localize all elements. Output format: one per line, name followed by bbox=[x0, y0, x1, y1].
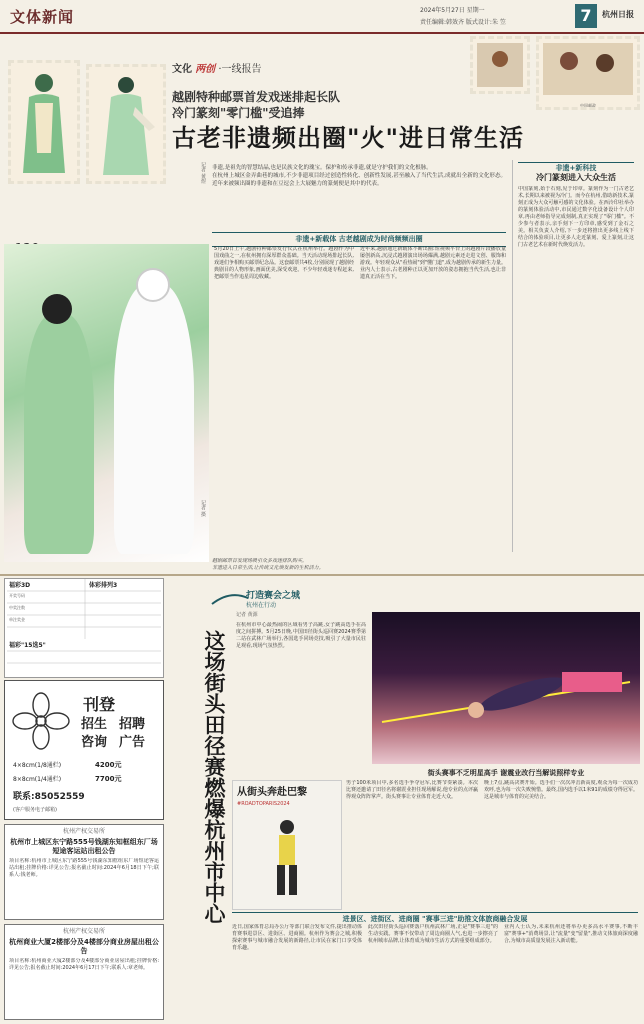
issue-date: 2024年5月27日 星期一 bbox=[420, 7, 485, 14]
stamp-top-right-1 bbox=[470, 36, 530, 94]
sports-col-mid: 男子100米项目中,多名选手争夺冠军,比赛节奏紧凑。本次比赛还邀请了田径名将谢震业担任现场解说,他专业的点评赢得观众阵阵掌声。街头赛事让专业体育走近大众。 bbox=[346, 780, 478, 800]
page-divider bbox=[0, 574, 644, 576]
side-head: 非遗+新科技 bbox=[518, 162, 634, 174]
tag-word: 两创 bbox=[195, 64, 216, 75]
ad-line3b: 广告 bbox=[119, 735, 146, 750]
sports-bottom-col2: 此次田径街头巡回赛落户杭州武林广场,正是"赛事三进"的生动实践。赛事不仅带动了周边商圈人气,也进一步擦亮了杭州城市品牌,让体育成为城市生活方式的重要组成部分。 bbox=[368, 924, 498, 944]
stamp-left bbox=[8, 60, 80, 184]
ad-line2a: 招生 bbox=[81, 717, 108, 732]
ad-phone: 联系:85052559 bbox=[13, 792, 85, 802]
paris-poster bbox=[232, 780, 342, 910]
notice-1-head: 杭州产权交易所 bbox=[62, 828, 105, 835]
page-header bbox=[0, 0, 644, 34]
section-title: 文体新闻 bbox=[10, 8, 75, 26]
sports-lead: 在杭州市中心最热闹的区域看男子高跳,女子跳高选手在高度之间拼搏。5月25日晚,中国田径街头巡回赛2024赛季第二站在武林广场举行,各国选手同场竞技,吸引了大量市民驻足观看,现场气氛热烈。 bbox=[236, 622, 366, 649]
performer-head-right bbox=[136, 268, 170, 302]
lottery-row-3: 单注奖金 bbox=[9, 617, 25, 622]
sports-col-right: 晚上7点,跳高决赛开始。选手们一次次冲击新高度,观众为每一次成功欢呼,也为每一次失败惋惜。最终,国内选手以1米91的成绩夺得冠军。这是城市与体育的完美结合。 bbox=[484, 780, 638, 800]
stamp-label: 中国邮政 bbox=[580, 102, 596, 108]
sports-tag bbox=[210, 590, 360, 610]
sports-headline: 这场街头田径赛燃爆杭州市中心 bbox=[202, 630, 226, 924]
ad-price2: 7700元 bbox=[95, 775, 122, 783]
notice-1 bbox=[4, 824, 164, 920]
performer-left bbox=[24, 314, 94, 554]
runner-figure bbox=[233, 809, 341, 909]
lottery-grid bbox=[5, 579, 163, 677]
editor-credits: 责任编辑:韩效齐 版式设计:朱 笠 bbox=[420, 19, 506, 26]
subtitle-1: 越剧特种邮票首发戏迷排起长队 bbox=[172, 90, 341, 104]
ad-price2-label: 8×8cm(1/4通栏) bbox=[13, 776, 62, 783]
paris-title: 从街头奔赴巴黎 bbox=[237, 787, 307, 798]
ad-box bbox=[4, 680, 164, 820]
sports-tag-title: 打造赛会之城 bbox=[246, 591, 301, 601]
lottery-row-1: 开奖号码 bbox=[9, 593, 25, 598]
article-col-2: 近年来,越剧通过新载体不断出圈:短视频平台上的越剧片段播放量屡创新高,沉浸式越剧演出场场爆满,越剧元素还走进文创、服饰和游戏。年轻观众从"看热闹"到"懂门道",成为越剧传承的新生力量。业内人士表示,古老剧种正以更加开放的姿态拥抱当代生活,也让非遗真正活在当下。 bbox=[360, 246, 506, 280]
sports-bottom-col3: 业内人士认为,未来杭州还将举办更多高水平赛事,不断丰富"赛事+"消费场景,让"流量"变"留量",推动文体旅商深度融合,为城市高质量发展注入新动能。 bbox=[504, 924, 638, 944]
opera-figure-illustration bbox=[11, 63, 77, 181]
stamp-art-icon bbox=[473, 39, 527, 91]
main-headline: 古老非遗频出圈"火"进日常生活 bbox=[172, 124, 525, 152]
stamp-top-right-2 bbox=[536, 36, 640, 110]
opera-photo bbox=[4, 244, 209, 562]
column-tag bbox=[172, 62, 262, 78]
article-col-1: 5月20日上午,越剧特种邮票发行仪式在杭州举行。越剧作为中国戏曲之一,在杭州拥有深厚群众基础。当天活动现场排起长队,戏迷们争相购买邮票纪念品。这套邮票共4枚,分别展现了越剧经典剧目的人物形象,画面优美,深受欢迎。不少年轻戏迷专程赶来,把邮票当作追星周边收藏。 bbox=[214, 246, 354, 280]
side-body: 中国篆刻,始于石刻,见于印章。篆刻作为一门古老艺术,长期以来被视为冷门。而今在杭州,借助新技术,篆刻正成为大众可触可感的文化体验。在西泠印社举办的篆刻体验活动中,市民通过数字化设备设计个人印章,再由老师指导完成刻制,真正实现了"零门槛"。不少参与者表示,亲手刻下一方印章,感受到了金石之美。相关负责人介绍,下一步还将推出更多线上线下结合的体验项目,让更多人走近篆刻、爱上篆刻,让这门古老艺术在新时代焕发活力。 bbox=[518, 186, 634, 248]
notice-1-body: 项目名称:杭州市上城区东宁路555号钱湖东知框组东厂场短途客运站出租;挂牌价格:详见公告;报名截止时间:2024年6月18日下午;联系人:钱老师。 bbox=[9, 858, 159, 878]
swoosh-icon bbox=[210, 590, 250, 608]
performer-right bbox=[114, 284, 194, 554]
notice-2-head: 杭州产权交易所 bbox=[62, 928, 105, 935]
sports-byline: 记者 黄源 bbox=[236, 612, 258, 618]
page-number: 7 bbox=[575, 4, 597, 28]
tag-prefix: 文化 bbox=[172, 64, 192, 75]
stamp-art-icon-2 bbox=[539, 39, 637, 99]
notice-2-body: 项目名称:杭州商业大厦2楼部分及4楼部分商业房屋出租;挂牌价格:详见公告;报名截止时间:2024年6月17日下午;联系人:章老师。 bbox=[9, 958, 159, 971]
lottery-row-2: 中奖注数 bbox=[9, 605, 25, 610]
notice-2 bbox=[4, 924, 164, 1020]
ad-note: (客户服务电子邮箱) bbox=[13, 807, 57, 813]
section-subhead: 非遗+新载体 古老越剧成为时尚频频出圈 bbox=[212, 232, 506, 247]
photo-caption: 越剧邮票首发现场吸引众多戏迷排队购买。 非遗进入日常生活,让传统文化焕发新的生机活力。 bbox=[212, 558, 324, 571]
lottery-table bbox=[4, 578, 164, 678]
ad-price1-label: 4×8cm(1/8通栏) bbox=[13, 762, 62, 769]
lottery-title-3: 福彩"15选5" bbox=[9, 642, 46, 649]
lottery-title-1: 福彩3D bbox=[9, 582, 31, 589]
sports-tag-sub: 杭州在行动 bbox=[246, 602, 277, 609]
ad-line3a: 咨询 bbox=[81, 735, 108, 750]
performer-head-left bbox=[42, 294, 72, 324]
newspaper-logo: 杭州日报 bbox=[602, 9, 634, 19]
opera-figure-illustration-2 bbox=[89, 67, 163, 181]
high-jump-photo bbox=[372, 612, 640, 764]
ad-line1: 刊登 bbox=[83, 695, 116, 714]
ad-price1: 4200元 bbox=[95, 761, 122, 769]
notice-2-title: 杭州商业大厦2楼部分及4楼部分商业房屋出租公告 bbox=[9, 938, 159, 955]
paris-sub: #ROADTOPARIS2024 bbox=[237, 801, 290, 807]
lead-paragraph: 非遗,是祖先的智慧结晶,也是民族文化的瑰宝。保护和传承非遗,就是守护我们的文化根脉。 在杭州上城区金弄曲巷的城市,不少非遗项目经过创造性转化、创新性发展,甚至融入了当代生活,成就出全新的文化形态。近年来被频出圈的非遗和在豆逗会上大展魅力的篆刻便是其中的代表。 bbox=[212, 165, 506, 187]
flower-icon bbox=[11, 691, 71, 751]
lottery-title-2: 体彩排列3 bbox=[89, 582, 118, 589]
side-subhead: 冷门篆刻进入大众生活 bbox=[536, 173, 616, 182]
high-jump-scene bbox=[372, 612, 640, 764]
stamp-center bbox=[86, 64, 166, 184]
notice-1-title: 杭州市上城区东宁路555号钱湖东知框组东厂场短途客运站出租公告 bbox=[10, 838, 158, 855]
subtitle-2: 冷门篆刻"零门槛"受追捧 bbox=[172, 106, 305, 120]
byline: 记者 黄煜 bbox=[200, 162, 206, 184]
photo-caption-head: 街头赛事不乏明星高手 谢震业改行当解说照样专业 bbox=[427, 769, 585, 777]
tag-suffix: ·一线报告 bbox=[218, 64, 262, 75]
sports-bottom-col1: 近日,国家体育总局办公厅等部门联合发布文件,提出推动体育赛事进景区、进街区、进商圈。杭州作为赛会之城,积极探索赛事与城市融合发展的新路径,让市民在家门口享受体育乐趣。 bbox=[232, 924, 362, 951]
ad-line2b: 招聘 bbox=[119, 717, 146, 732]
sports-bottom-head: 进景区、进街区、进商圈 "赛事三进"助推文体旅商融合发展 bbox=[232, 912, 638, 925]
photo-caption-credit: 记者 摄 bbox=[200, 500, 206, 517]
